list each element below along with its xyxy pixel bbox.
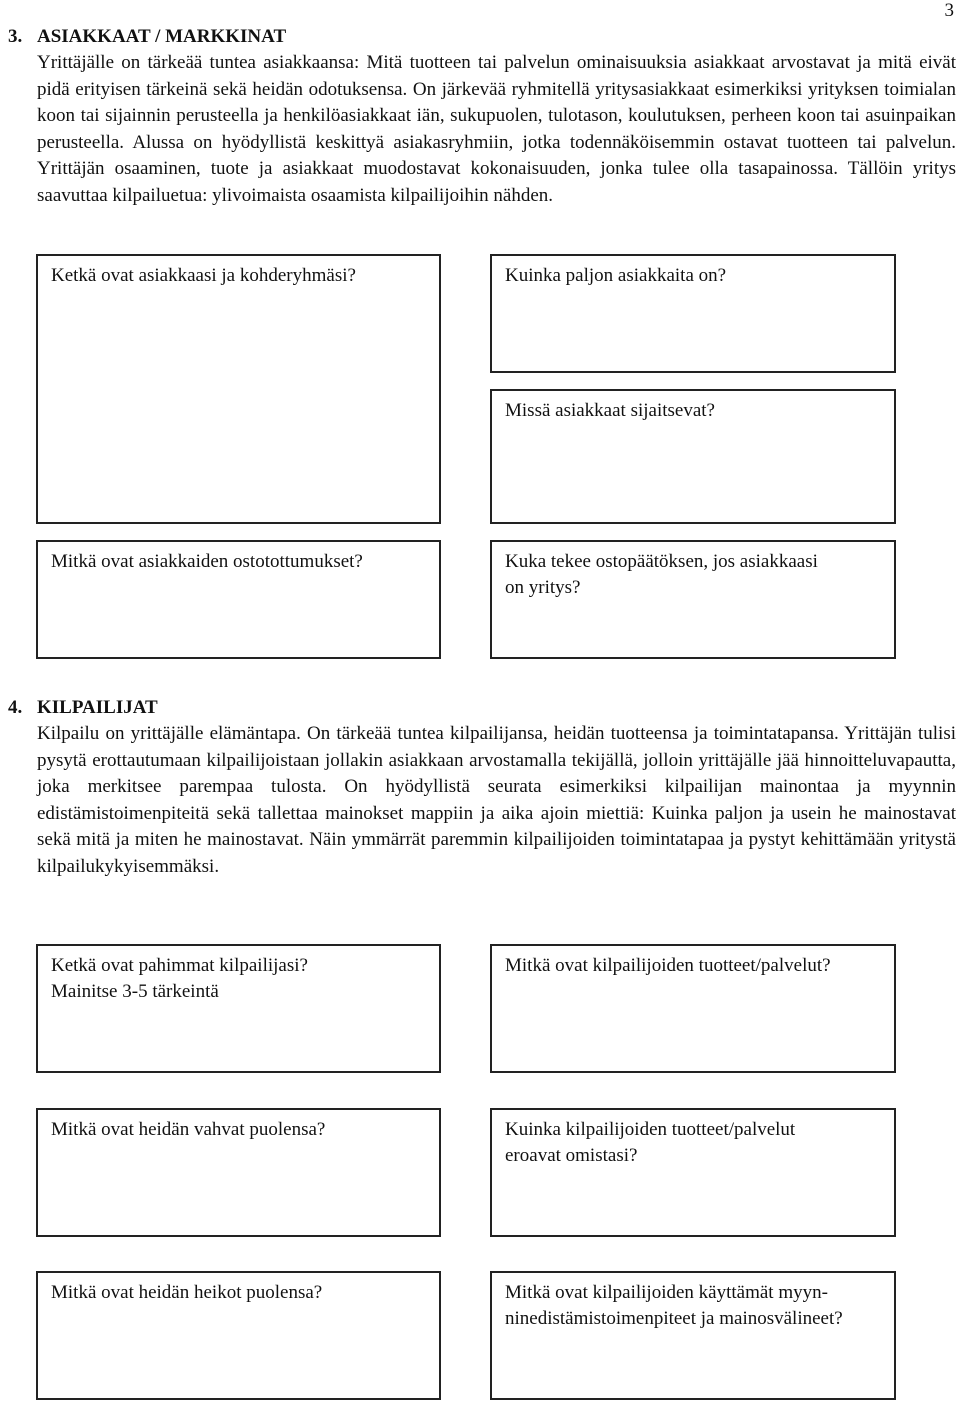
buying-habits-box[interactable] bbox=[36, 540, 441, 659]
main-competitors-label: Ketkä ovat pahimmat kilpailijasi? Mainitse 3-5 tärkeintä bbox=[51, 955, 308, 1002]
customer-count-box[interactable] bbox=[490, 254, 896, 373]
section-4-paragraph: Kilpailu on yrittäjälle elämäntapa. On tärkeää tuntea kilpailijansa, heidän tuotteensa ja toimintatapansa. Yrittäjän tulisi pysytä erottautumaan kilpailijoistaan jollakin asiakkaan arvostamalla tekijällä, jolloin yrittäjälle jää hinnoitteluvapautta, joka merkitsee parempaa tulosta. On hyödyllistä seurata esimerkiksi kilpailijan mainontaa ja myynnin edistämistoimenpiteitä sekä tallettaa mainokset mappiin ja aika ajoin miettiä: Kuinka paljon ja usein he mainostavat sekä mitä ja miten he mainostavat. Näin ymmärrät paremmin kilpailijoiden toimintatapaa ja pystyt kehittämään yritystä kilpailukykyisemmäksi. bbox=[37, 723, 956, 877]
product-differences-box[interactable] bbox=[490, 1108, 896, 1237]
marketing-measures-label: Mitkä ovat kilpailijoiden käyttämät myyn- ninedistämistoimenpiteet ja mainosvälineet? bbox=[505, 1282, 843, 1329]
target-groups-label: Ketkä ovat asiakkaasi ja kohderyhmäsi? bbox=[51, 265, 356, 286]
section-3-title: ASIAKKAAT / MARKKINAT bbox=[37, 26, 287, 47]
product-differences-label: Kuinka kilpailijoiden tuotteet/palvelut eroavat omistasi? bbox=[505, 1119, 796, 1166]
section-3-heading bbox=[8, 24, 286, 50]
main-competitors-box[interactable] bbox=[36, 944, 441, 1073]
strengths-box[interactable] bbox=[36, 1108, 441, 1237]
section-3-number: 3. bbox=[8, 26, 23, 47]
buying-habits-label: Mitkä ovat asiakkaiden ostotottumukset? bbox=[51, 551, 363, 572]
customer-location-box[interactable] bbox=[490, 389, 896, 524]
page-number: 3 bbox=[944, 0, 954, 21]
customer-count-label: Kuinka paljon asiakkaita on? bbox=[505, 265, 727, 286]
weaknesses-box[interactable] bbox=[36, 1271, 441, 1400]
section-3-paragraph: Yrittäjälle on tärkeää tuntea asiakkaansa: Mitä tuotteen tai palvelun ominaisuuksia asiakkaat arvostavat ja mitä eivät pidä erityisen tärkeinä sekä heidän odotuksensa. On järkevää ryhmitellä yritysasiakkaat esimerkiksi yrityksen toimialan koon tai sijainnin perusteella ja henkilöasiakkaat iän, sukupuolen, tulotason, koulutuksen, perheen koon tai asuinpaikan perusteella. Alussa on hyödyllistä keskittyä asiakasryhmiin, jotka todennäköisemmin ostavat tuotteen tai palvelun. Yrittäjän osaaminen, tuote ja asiakkaat muodostavat kokonaisuuden, jonka tulee olla tasapainossa. Tällöin yritys saavuttaa kilpailuetua: ylivoimaista osaamista kilpailijoihin nähden. bbox=[37, 52, 956, 206]
decision-maker-box[interactable] bbox=[490, 540, 896, 659]
target-groups-box[interactable] bbox=[36, 254, 441, 524]
section-4-title: KILPAILIJAT bbox=[37, 697, 158, 718]
section-4-heading bbox=[8, 695, 158, 721]
weaknesses-label: Mitkä ovat heidän heikot puolensa? bbox=[51, 1282, 323, 1303]
marketing-measures-box[interactable] bbox=[490, 1271, 896, 1400]
competitor-products-label: Mitkä ovat kilpailijoiden tuotteet/palvelut? bbox=[505, 955, 831, 976]
strengths-label: Mitkä ovat heidän vahvat puolensa? bbox=[51, 1119, 326, 1140]
section-4-number: 4. bbox=[8, 697, 23, 718]
customer-location-label: Missä asiakkaat sijaitsevat? bbox=[505, 400, 715, 421]
competitor-products-box[interactable] bbox=[490, 944, 896, 1073]
decision-maker-label: Kuka tekee ostopäätöksen, jos asiakkaasi on yritys? bbox=[505, 551, 818, 598]
